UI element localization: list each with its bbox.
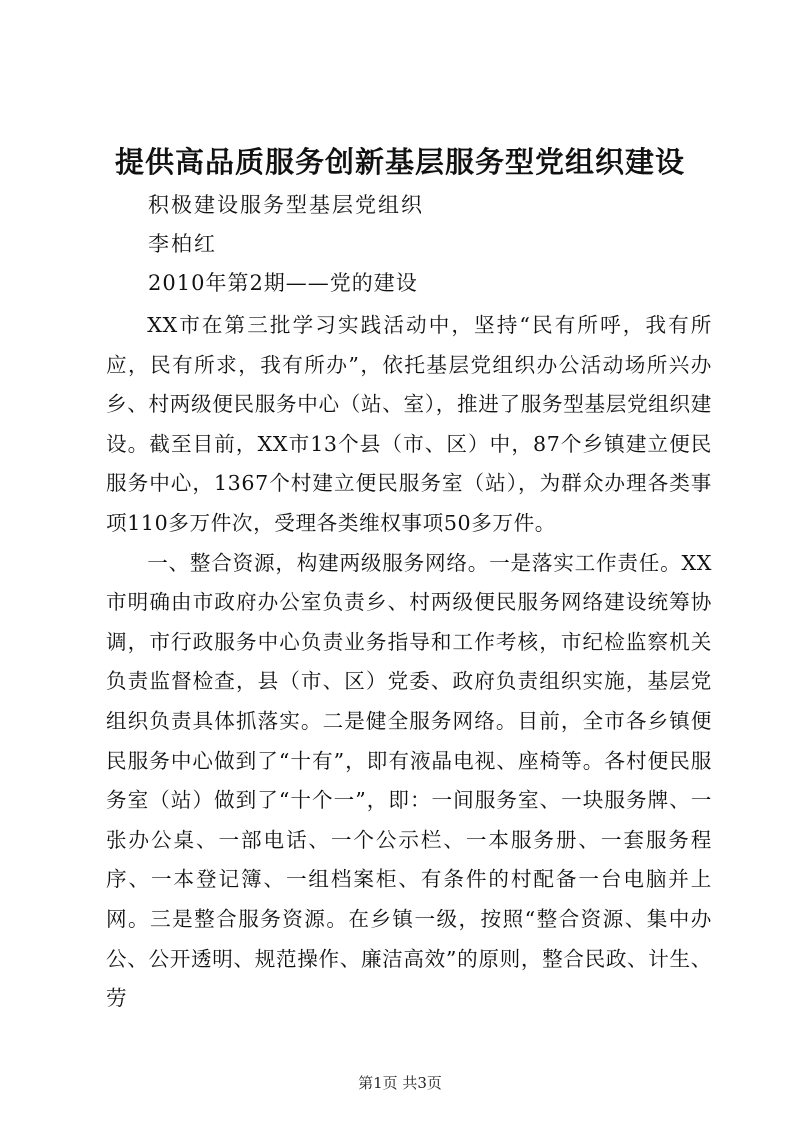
document-author: 李柏红 [148, 232, 217, 256]
page-number-footer: 第1页 共3页 [358, 1074, 442, 1092]
document-subtitle: 积极建设服务型基层党组织 [148, 193, 424, 217]
body-paragraph-intro: XX市在第三批学习实践活动中，坚持“民有所呼，我有所应，民有所求，我有所办”，依托基层党组织办公活动场所兴办乡、村两级便民服务中心（站、室），推进了服务型基层党组织建设。截至目前，XX市13个县（市、区）中，87个乡镇建立便民服务中心，1367个村建立便民服务室（站），为群众办理各类事项110多万件次，受理各类维权事项50多万件。 [106, 313, 712, 535]
document-title: 提供高品质服务创新基层服务型党组织建设 [114, 145, 685, 179]
document-source: 2010年第2期——党的建设 [148, 271, 418, 295]
body-paragraph-section-one: 一、整合资源，构建两级服务网络。一是落实工作责任。XX市明确由市政府办公室负责乡、村两级便民服务网络建设统筹协调，市行政服务中心负责业务指导和工作考核，市纪检监察机关负责监督检查，县（市、区）党委、政府负责组织实施，基层党组织负责具体抓落实。二是健全服务网络。目前，全市各乡镇便民服务中心做到了“十有”，即有液晶电视、座椅等。各村便民服务室（站）做到了“十个一”，即：一间服务室、一块服务牌、一张办公桌、一部电话、一个公示栏、一本服务册、一套服务程序、一本登记簿、一组档案柜、有条件的村配备一台电脑并上网。三是整合服务资源。在乡镇一级，按照“整合资源、集中办公、公开透明、规范操作、廉洁高效”的原则，整合民政、计生、劳 [106, 550, 713, 1011]
document-body [106, 306, 712, 1019]
